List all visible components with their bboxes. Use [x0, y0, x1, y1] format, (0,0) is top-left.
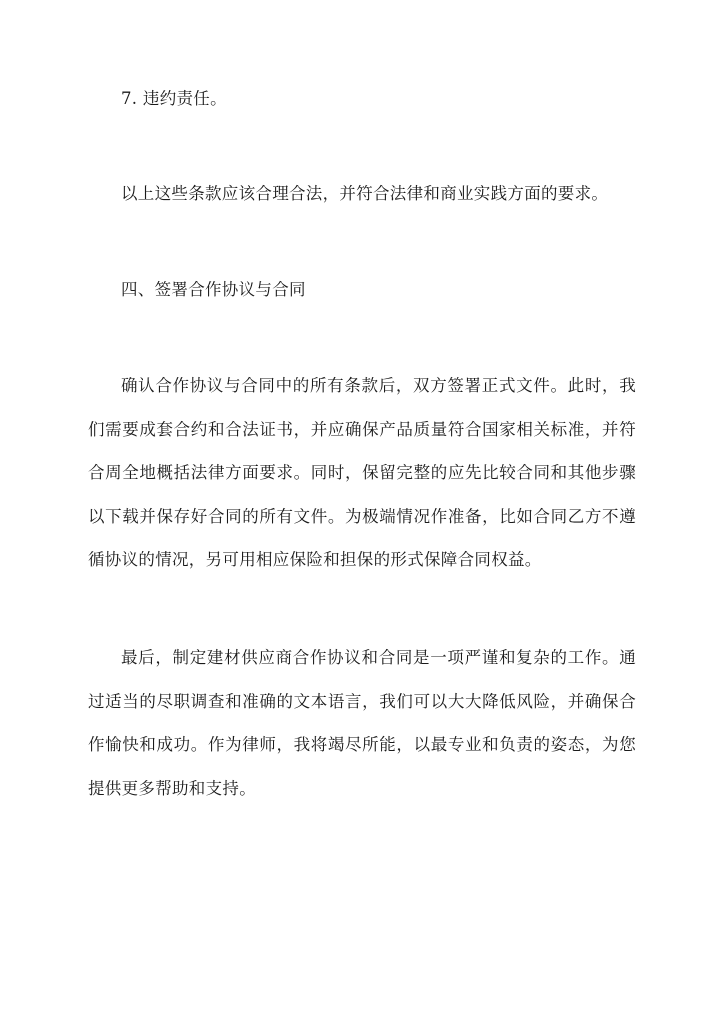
signing-paragraph: 确认合作协议与合同中的所有条款后，双方签署正式文件。此时，我们需要成套合约和合法证书，并应确保产品质量符合国家相关标准，并符合周全地概括法律方面要求。同时，保留完整的应先比较合同和其他步骤以下载并保存好合同的所有文件。为极端情况作准备，比如合同乙方不遵循协议的情况，另可用相应保险和担保的形式保障合同权益。 — [88, 376, 636, 569]
section-heading-signing: 四、签署合作协议与合同 — [121, 280, 306, 299]
clause-summary-paragraph: 以上这些条款应该合理合法，并符合法律和商业实践方面的要求。 — [121, 184, 609, 203]
list-item-breach-liability: 7. 违约责任。 — [121, 89, 227, 108]
conclusion-paragraph: 最后，制定建材供应商合作协议和合同是一项严谨和复杂的工作。通过适当的尽职调查和准确的文本语言，我们可以大大降低风险，并确保合作愉快和成功。作为律师，我将竭尽所能，以最专业和负责的姿态，为您提供更多帮助和支持。 — [88, 648, 636, 798]
